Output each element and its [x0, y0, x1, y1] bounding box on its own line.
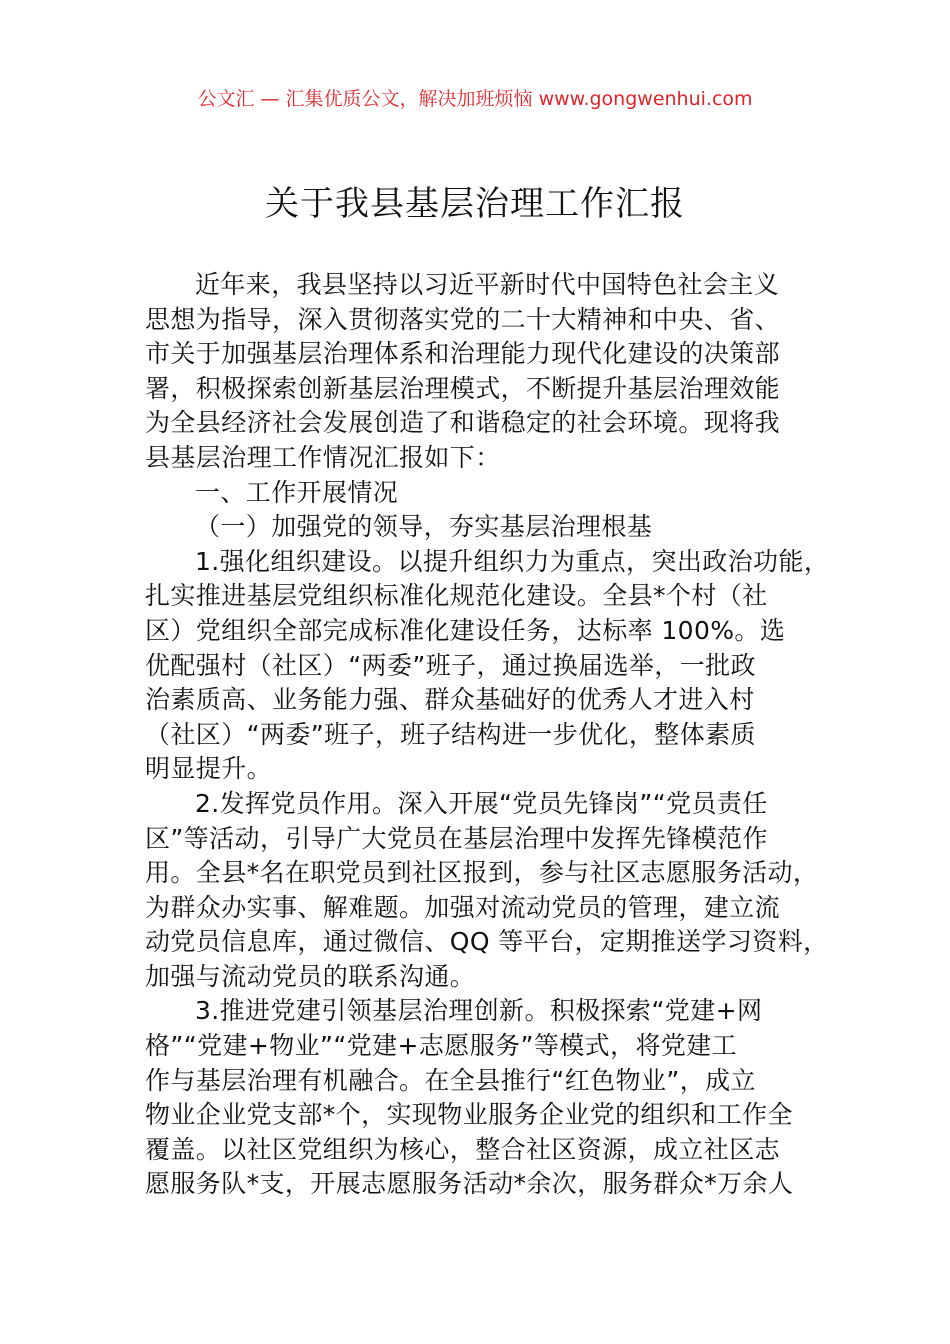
paragraph-intro-line: 县基层治理工作情况汇报如下：	[145, 442, 501, 472]
item-1-line: 优配强村（社区）“两委”班子，通过换届选举，一批政	[145, 650, 756, 680]
section-heading: 一、工作开展情况	[195, 477, 399, 507]
item-2-line: 2.发挥党员作用。深入开展“党员先锋岗”“党员责任	[195, 788, 768, 818]
item-3-line: 覆盖。以社区党组织为核心，整合社区资源，成立社区志	[145, 1134, 781, 1164]
paragraph-intro-line: 近年来，我县坚持以习近平新时代中国特色社会主义	[195, 270, 780, 299]
item-2-line: 区”等活动，引导广大党员在基层治理中发挥先锋模范作	[145, 823, 768, 853]
paragraph-intro-line: 署，积极探索创新基层治理模式，不断提升基层治理效能	[145, 373, 781, 403]
item-3-line: 3.推进党建引领基层治理创新。积极探索“党建+网	[195, 996, 763, 1026]
paragraph-intro-line: 市关于加强基层治理体系和治理能力现代化建设的决策部	[145, 339, 781, 369]
paragraph-intro-line: 为全县经济社会发展创造了和谐稳定的社会环境。现将我	[145, 408, 781, 438]
item-3-line: 愿服务队*支，开展志愿服务活动*余次，服务群众*万余人	[145, 1169, 794, 1199]
item-1-line: 1.强化组织建设。以提升组织力为重点，突出政治功能，	[195, 546, 830, 576]
item-2-line: 为群众办实事、解难题。加强对流动党员的管理，建立流	[145, 892, 781, 922]
subsection-heading: （一）加强党的领导，夯实基层治理根基	[195, 512, 653, 542]
item-2-line: 加强与流动党员的联系沟通。	[145, 961, 476, 991]
item-3-line: 作与基层治理有机融合。在全县推行“红色物业”，成立	[145, 1065, 756, 1095]
item-3-line: 格”“党建+物业”“党建+志愿服务”等模式，将党建工	[145, 1031, 738, 1061]
document-title: 关于我县基层治理工作汇报	[265, 184, 685, 224]
document-body	[145, 268, 835, 1202]
watermark-banner: 公文汇 — 汇集优质公文，解决加班烦恼 www.gongwenhui.com	[197, 88, 753, 110]
item-2-line: 用。全县*名在职党员到社区报到，参与社区志愿服务活动，	[145, 858, 819, 888]
item-1-line: （社区）“两委”班子，班子结构进一步优化，整体素质	[145, 719, 756, 749]
item-1-line: 明显提升。	[145, 754, 273, 784]
item-2-line: 动党员信息库，通过微信、QQ 等平台，定期推送学习资料，	[145, 927, 829, 957]
item-1-line: 治素质高、业务能力强、群众基础好的优秀人才进入村	[145, 685, 755, 715]
paragraph-intro-line: 思想为指导，深入贯彻落实党的二十大精神和中央、省、	[145, 304, 781, 334]
item-3-line: 物业企业党支部*个，实现物业服务企业党的组织和工作全	[145, 1100, 793, 1130]
item-1-line: 扎实推进基层党组织标准化规范化建设。全县*个村（社	[145, 581, 768, 611]
item-1-line: 区）党组织全部完成标准化建设任务，达标率 100%。选	[145, 615, 786, 645]
